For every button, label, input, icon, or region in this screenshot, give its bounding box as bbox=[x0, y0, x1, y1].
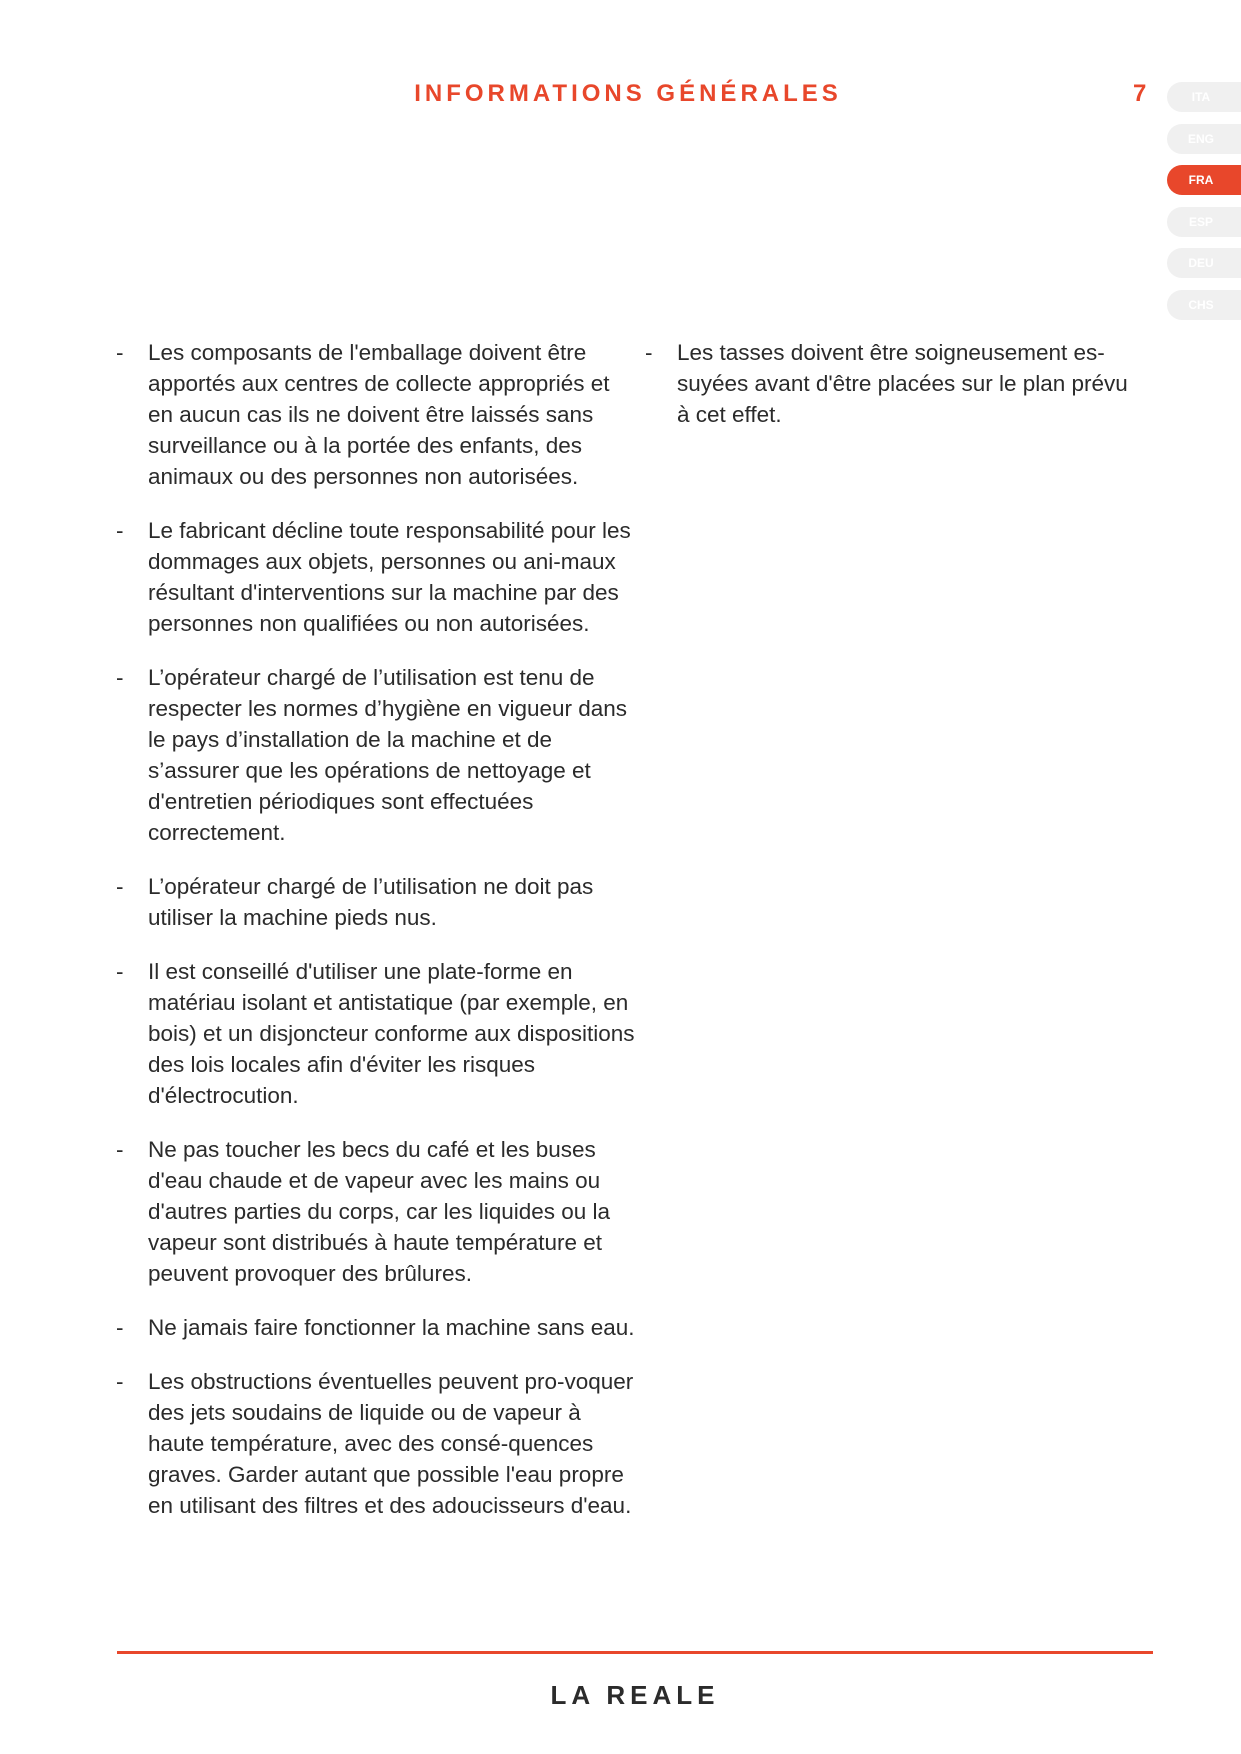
lang-tab-eng[interactable]: ENG bbox=[1167, 124, 1241, 154]
language-tabs bbox=[1167, 82, 1241, 331]
list-item bbox=[116, 515, 636, 639]
list-item bbox=[116, 1312, 636, 1343]
page-title: INFORMATIONS GÉNÉRALES bbox=[414, 80, 842, 107]
list-item-text: L’opérateur chargé de l’utilisation est tenu de respecter les normes d’hygiène en vigueur dans le pays d’installation de la machine et de s’assurer que les opérations de nettoyage et d'entretien périodiques sont effectuées correctement. bbox=[148, 665, 628, 845]
lang-tab-esp[interactable]: ESP bbox=[1167, 207, 1241, 237]
list-item-text: Ne pas toucher les becs du café et les buses d'eau chaude et de vapeur avec les mains ou d'autres parties du corps, car les liquides ou la vapeur sont distribués à haute température et peuvent provoquer des brûlures. bbox=[148, 1137, 611, 1286]
list-item bbox=[116, 337, 636, 492]
list-item-text: Il est conseillé d'utiliser une plate-forme en matériau isolant et antistatique (par exemple, en bois) et un disjoncteur conforme aux dispositions des lois locales afin d'éviter les risques d'électrocution. bbox=[148, 959, 635, 1108]
bullet-dash: - bbox=[116, 518, 124, 543]
list-item bbox=[645, 337, 1145, 430]
left-column bbox=[116, 337, 636, 1544]
lang-tab-chs[interactable]: CHS bbox=[1167, 290, 1241, 320]
right-column bbox=[645, 337, 1145, 453]
brand-logo: LA REALE bbox=[550, 1680, 720, 1710]
bullet-dash: - bbox=[116, 1369, 124, 1394]
page-number: 7 bbox=[1133, 80, 1147, 107]
bullet-dash: - bbox=[116, 959, 124, 984]
lang-tab-deu[interactable]: DEU bbox=[1167, 248, 1241, 278]
list-item-text: Les composants de l'emballage doivent être apportés aux centres de collecte appropriés et en aucun cas ils ne doivent être laissés sans surveillance ou à la portée des enfants, des animaux ou des personnes non autorisées. bbox=[148, 340, 610, 489]
bullet-dash: - bbox=[116, 1137, 124, 1162]
bullet-dash: - bbox=[116, 665, 124, 690]
list-item-text: L’opérateur chargé de l’utilisation ne doit pas utiliser la machine pieds nus. bbox=[148, 874, 594, 930]
bullet-dash: - bbox=[116, 1315, 124, 1340]
footer-divider bbox=[117, 1651, 1153, 1654]
lang-tab-fra[interactable]: FRA bbox=[1167, 165, 1241, 195]
list-item-text: Les tasses doivent être soigneusement es-suyées avant d'être placées sur le plan prévu à cet effet. bbox=[677, 340, 1128, 427]
list-item bbox=[116, 1134, 636, 1289]
bullet-dash: - bbox=[116, 874, 124, 899]
list-item-text: Ne jamais faire fonctionner la machine sans eau. bbox=[148, 1315, 635, 1340]
bullet-dash: - bbox=[116, 340, 124, 365]
list-item bbox=[116, 1366, 636, 1521]
lang-tab-ita[interactable]: ITA bbox=[1167, 82, 1241, 112]
list-item-text: Les obstructions éventuelles peuvent pro-voquer des jets soudains de liquide ou de vapeur à haute température, avec des consé-quences graves. Garder autant que possible l'eau propre en utilisant des filtres et des adoucisseurs d'eau. bbox=[148, 1369, 634, 1518]
list-item bbox=[116, 956, 636, 1111]
list-item bbox=[116, 662, 636, 848]
bullet-dash: - bbox=[645, 340, 653, 365]
list-item-text: Le fabricant décline toute responsabilité pour les dommages aux objets, personnes ou ani-maux résultant d'interventions sur la machine par des personnes non qualifiées ou non autorisées. bbox=[148, 518, 631, 636]
list-item bbox=[116, 871, 636, 933]
